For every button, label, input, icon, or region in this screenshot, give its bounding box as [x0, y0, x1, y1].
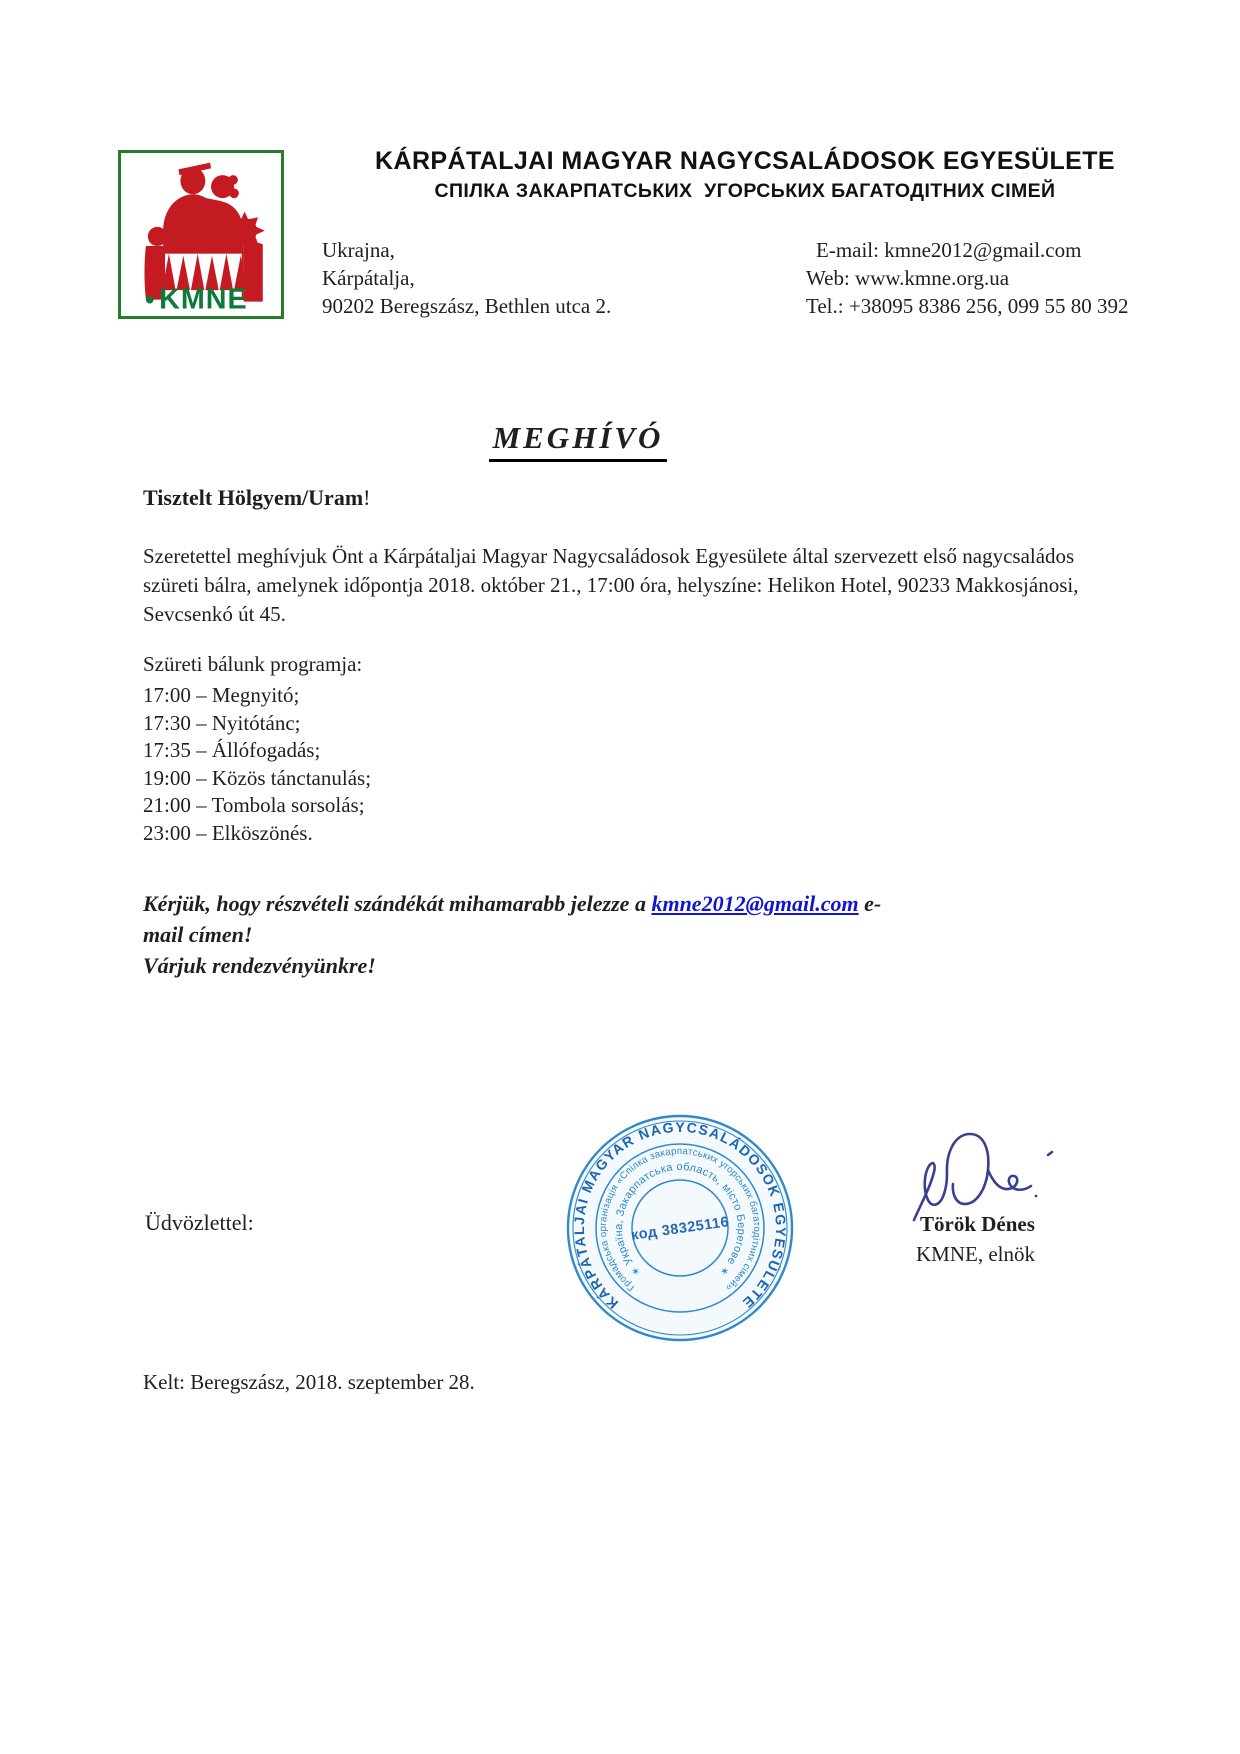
- contact-email: E-mail: kmne2012@gmail.com: [816, 238, 1082, 262]
- program-item: 19:00 – Közös tánctanulás;: [143, 765, 372, 790]
- salutation-punct: !: [363, 485, 371, 510]
- address-block: [322, 236, 611, 320]
- stamp-outer-text: KÁRPÁTALJAI MAGYAR NAGYCSALÁDOSOK EGYESÜLETE: [570, 1118, 790, 1313]
- rsvp-line2: mail címen!: [143, 922, 253, 947]
- rsvp-paragraph: [143, 888, 1123, 981]
- program-item: 17:35 – Állófogadás;: [143, 738, 321, 762]
- program-heading: Szüreti bálunk programja:: [143, 652, 363, 676]
- org-name-hungarian: KÁRPÁTALJAI MAGYAR NAGYCSALÁDOSOK EGYESÜLETE: [375, 147, 1115, 175]
- logo-leaf-dot-icon: [146, 296, 154, 304]
- rsvp-text-before-link: Kérjük, hogy részvételi szándékát mihamarabb jelezze a: [143, 891, 652, 916]
- rsvp-line3: Várjuk rendezvényünkre!: [143, 953, 376, 978]
- stamp-middle-text: Громадська організація «Спілка закарпатських угорських багатодітних сімей»: [597, 1145, 763, 1293]
- org-name-block: [350, 146, 1140, 203]
- contact-phone: Tel.: +38095 8386 256, 099 55 80 392: [806, 294, 1129, 318]
- logo-kmne-text: KMNE: [159, 283, 248, 316]
- document-title: MEGHÍVÓ: [489, 420, 668, 462]
- rsvp-text-after-link: e-: [858, 891, 882, 916]
- intro-paragraph: Szeretettel meghívjuk Önt a Kárpátaljai Magyar Nagycsaládosok Egyesülete által szervezett első nagycsaládos szüreti bálra, amelynek időpontja 2018. október 21., 17:00 óra, helyszíne: Helikon Hotel, 90233 Makkosjánosi, Sevcsenkó út 45.: [143, 544, 1079, 626]
- salutation: [143, 485, 370, 511]
- program-item: 17:00 – Megnyitó;: [143, 683, 300, 707]
- kmne-logo: [118, 150, 284, 319]
- signer-title: KMNE, elnök: [916, 1242, 1035, 1266]
- title-wrap: [143, 420, 1013, 462]
- address-line-country: Ukrajna,: [322, 238, 395, 262]
- signer-name: Török Dénes: [920, 1212, 1035, 1236]
- date-line: Kelt: Beregszász, 2018. szeptember 28.: [143, 1370, 475, 1394]
- program-item: 23:00 – Elköszönés.: [143, 820, 313, 845]
- organization-stamp-icon: [560, 1106, 800, 1350]
- stamp-code-text: код 38325116: [630, 1214, 731, 1244]
- contact-block: [806, 236, 1128, 320]
- kmne-logo-image: [121, 153, 281, 316]
- address-line-street: 90202 Beregszász, Bethlen utca 2.: [322, 294, 612, 318]
- stamp-inner-text: ✶ Україна, Закарпатська область, місто Берегове ✶: [612, 1160, 748, 1278]
- contact-web: Web: www.kmne.org.ua: [806, 266, 1010, 290]
- program-item: 21:00 – Tombola sorsolás;: [143, 793, 365, 817]
- org-name-ukrainian: СПІЛКА ЗАКАРПАТСЬКИХ УГОРСЬКИХ БАГАТОДІТНИХ СІМЕЙ: [434, 180, 1056, 202]
- program-item: 17:30 – Nyitótánc;: [143, 710, 301, 735]
- regards-text: Üdvözlettel:: [145, 1210, 254, 1235]
- program-list: [143, 682, 371, 847]
- address-line-region: Kárpátalja,: [322, 266, 415, 290]
- salutation-text: Tisztelt Hölgyem/Uram: [143, 485, 364, 510]
- email-link[interactable]: kmne2012@gmail.com: [651, 891, 859, 916]
